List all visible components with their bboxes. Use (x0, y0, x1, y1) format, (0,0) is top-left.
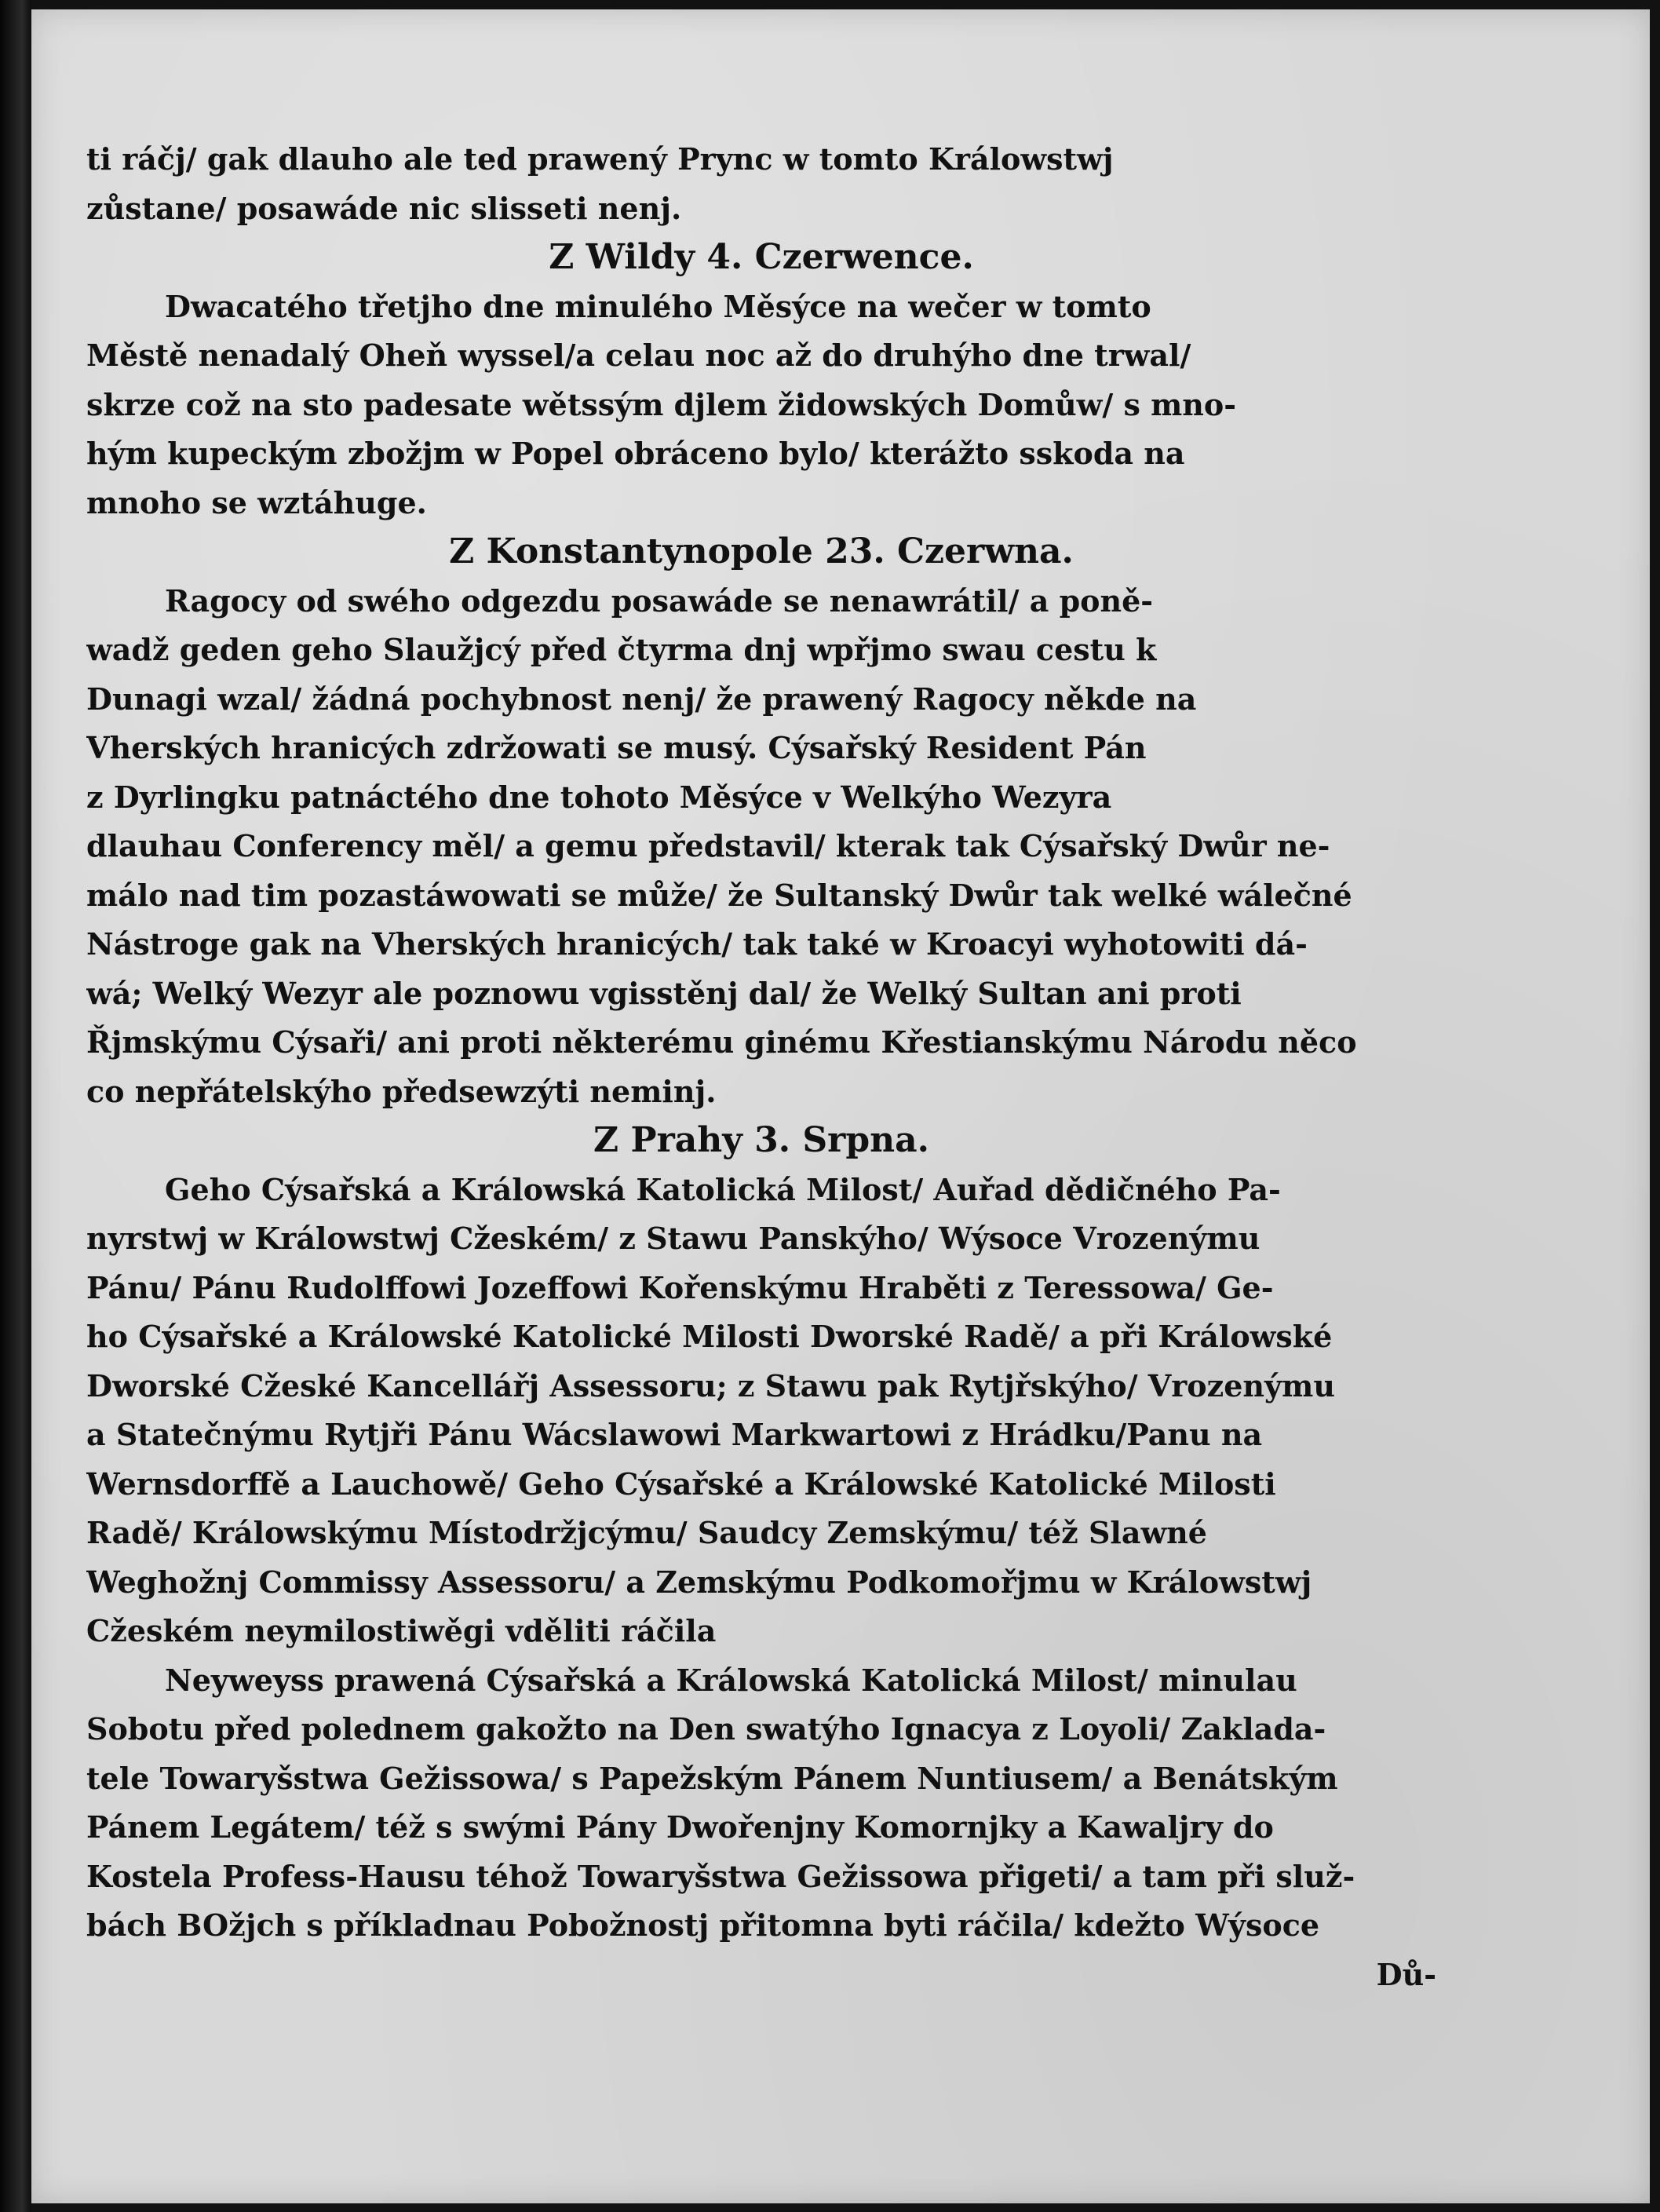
section-praha (86, 1116, 1436, 1951)
text-line: skrze což na sto padesate wětssým djlem židowských Domůw/ s mno- (86, 386, 1237, 422)
section-intro (86, 135, 1436, 233)
text-line: tele Towaryšstwa Gežissowa/ s Papežským Pánem Nuntiusem/ a Benátským (86, 1760, 1338, 1796)
text-line: Pánem Legátem/ též s swými Pány Dwořenjny Komornjky a Kawaljry do (86, 1809, 1274, 1845)
text-line: co nepřátelskýho předsewzýti neminj. (86, 1073, 717, 1109)
text-line: Řjmskýmu Cýsaři/ ani proti některému ginému Křestianskýmu Národu něco (86, 1024, 1357, 1060)
text-line: nyrstwj w Králowstwj Cžeském/ z Stawu Panskýho/ Wýsoce Vrozenýmu (86, 1221, 1261, 1256)
text-line: Radě/ Králowskýmu Místodržjcýmu/ Saudcy Zemskýmu/ též Slawné (86, 1515, 1207, 1550)
text-line: Městě nenadalý Oheň wyssel/a celau noc až do druhýho dne trwal/ (86, 338, 1191, 373)
text-line: Vherských hranicých zdržowati se musý. Cýsařský Resident Pán (86, 730, 1147, 765)
catchword: Dů- (1376, 1956, 1436, 1992)
text-line: hým kupeckým zbožjm w Popel obráceno bylo/ kterážto sskoda na (86, 436, 1185, 471)
text-line: Neyweyss prawená Cýsařská a Králowská Katolická Milost/ minulau (165, 1662, 1297, 1698)
text-line: Kostela Profess-Hausu téhož Towaryšstwa Gežissowa přigeti/ a tam při služ- (86, 1858, 1355, 1894)
text-line: wadž geden geho Slaužjcý před čtyrma dnj wpřjmo swau cestu k (86, 632, 1157, 667)
section-heading: Z Konstantynopole 23. Czerwna. (449, 531, 1074, 571)
text-line: dlauhau Conferency měl/ a gemu představil/ kterak tak Cýsařský Dwůr ne- (86, 828, 1330, 863)
text-line: málo nad tim pozastáwowati se může/ že Sultanský Dwůr tak welké wálečné (86, 877, 1352, 913)
text-line: Nástroge gak na Vherských hranicých/ tak také w Kroacyi wyhotowiti dá- (86, 926, 1308, 962)
section-heading: Z Prahy 3. Srpna. (593, 1120, 929, 1160)
text-line: wá; Welký Wezyr ale poznowu vgisstěnj dal/ že Welký Sultan ani proti (86, 975, 1242, 1011)
text-line: Geho Cýsařská a Králowská Katolická Milost/ Auřad dědičného Pa- (165, 1171, 1281, 1207)
text-line: Sobotu před polednem gakožto na Den swatýho Ignacya z Loyoli/ Zaklada- (86, 1711, 1326, 1747)
text-line: mnoho se wztáhuge. (86, 484, 427, 520)
text-line: zůstane/ posawáde nic slisseti nenj. (86, 190, 682, 226)
text-line: z Dyrlingku patnáctého dne tohoto Měsýce v Welkýho Wezyra (86, 779, 1112, 815)
text-line: Pánu/ Pánu Rudolffowi Jozeffowi Kořenskýmu Hraběti z Teressowa/ Ge- (86, 1269, 1274, 1305)
section-heading: Z Wildy 4. Czerwence. (549, 237, 974, 277)
text-line: Wernsdorffě a Lauchowě/ Geho Cýsařské a Králowské Katolické Milosti (86, 1466, 1276, 1502)
text-line: Dwacatého třetjho dne minulého Měsýce na wečer w tomto (165, 288, 1151, 324)
text-line: Cžeském neymilostiwěgi vděliti ráčila (86, 1613, 717, 1648)
text-line: Dunagi wzal/ žádná pochybnost nenj/ že prawený Ragocy někde na (86, 681, 1197, 717)
text-line: Ragocy od swého odgezdu posawáde se nenawrátil/ a poně- (165, 582, 1154, 619)
text-line: ti ráčj/ gak dlauho ale ted prawený Prync w tomto Králowstwj (86, 141, 1114, 177)
text-line: a Statečnýmu Rytjři Pánu Wácslawowi Markwartowi z Hrádku/Panu na (86, 1417, 1263, 1452)
book-binding-edge (0, 0, 31, 2212)
page-text (86, 135, 1436, 1999)
section-konstantynopol (86, 527, 1436, 1116)
text-line: Weghožnj Commissy Assessoru/ a Zemskýmu Podkomořjmu w Králowstwj (86, 1564, 1312, 1600)
section-wilda (86, 233, 1436, 527)
text-line: bách BOžjch s příkladnau Pobožnostj přitomna byti ráčila/ kdežto Wýsoce (86, 1907, 1320, 1943)
text-line: Dworské Cžeské Kancellářj Assessoru; z Stawu pak Rytjřskýho/ Vrozenýmu (86, 1367, 1335, 1403)
text-line: ho Cýsařské a Králowské Katolické Milosti Dworské Radě/ a při Králowské (86, 1319, 1333, 1354)
document-page (31, 9, 1650, 2203)
